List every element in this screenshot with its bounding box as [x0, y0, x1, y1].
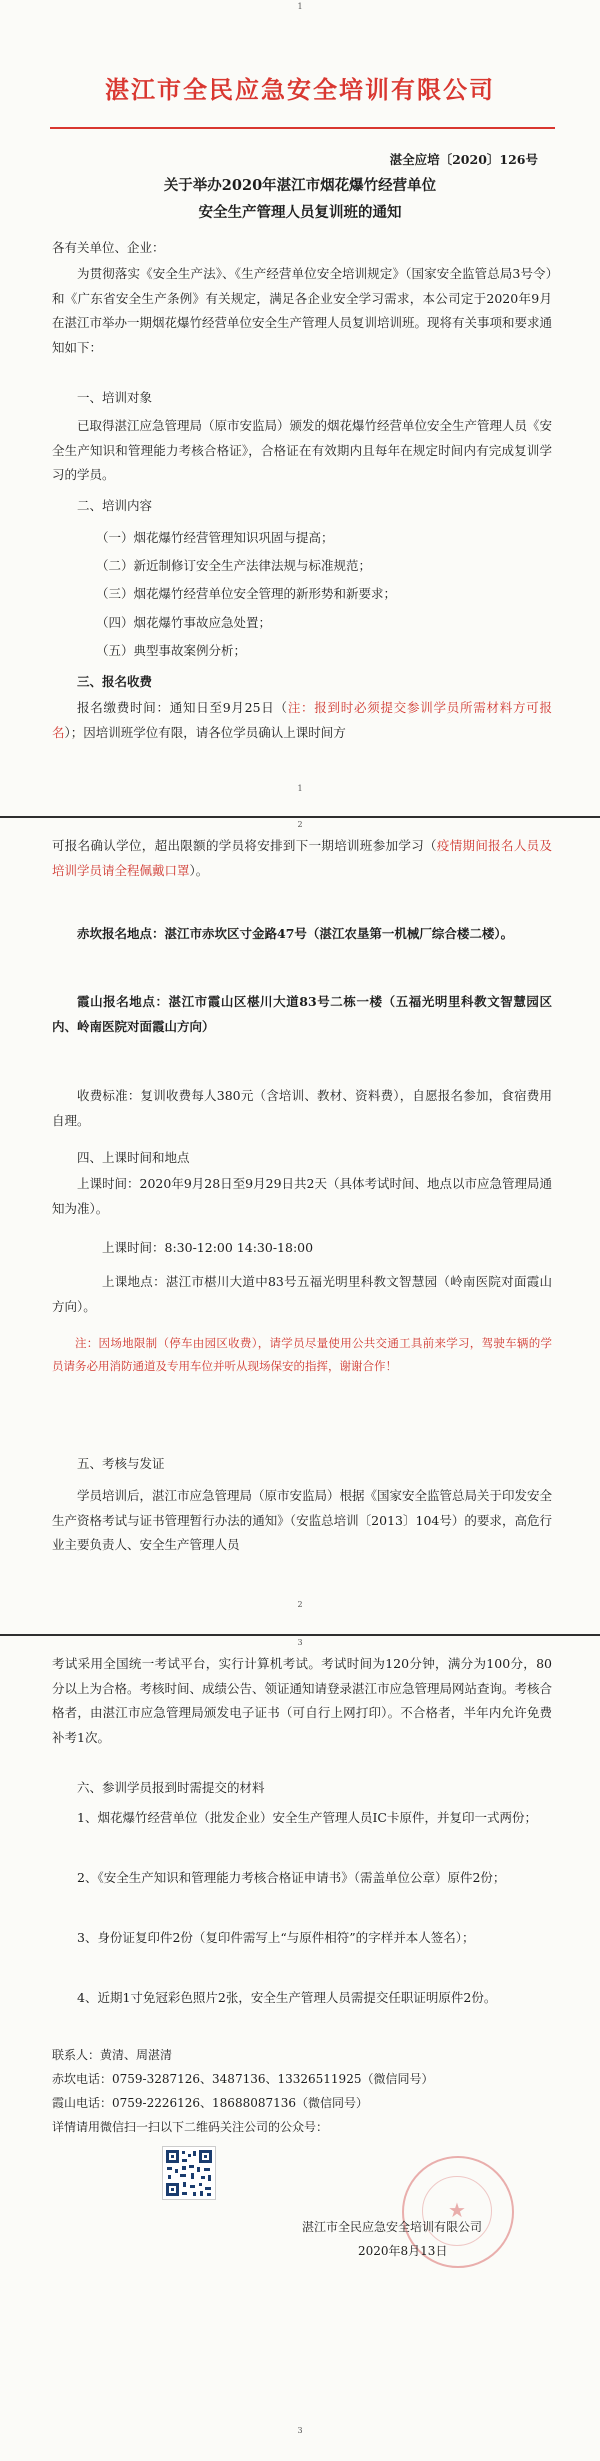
xiashan-registration-location [52, 990, 552, 1039]
fee-text-start: 报名缴费时间：通知日至9月25日（ [77, 700, 288, 715]
xiashan-label: 霞山报名地点： [77, 994, 169, 1009]
contact-persons: 联系人：黄清、周湛清 [52, 2048, 173, 2062]
chikan-registration-location [52, 922, 552, 947]
signature-company: 湛江市全民应急安全培训有限公司 [302, 2220, 483, 2234]
fee-text-red-note: 注：报到时必须提交参训学员所需材料方可报名 [52, 700, 552, 740]
continued-text-start: 可报名确认学位，超出限额的学员将安排到下一期培训班参加学习（ [52, 838, 437, 853]
title-line-2: 安全生产管理人员复训班的通知 [198, 204, 402, 221]
content-item-2: （二）新近制修订安全生产法律法规与标准规范； [96, 558, 372, 573]
page-number-bottom: 1 [297, 784, 303, 793]
signature-date: 2020年8月13日 [358, 2244, 448, 2258]
seal-star-icon: ★ [448, 2198, 466, 2222]
content-item-4: （四）烟花爆竹事故应急处置； [96, 615, 272, 630]
section-1-heading: 一、培训对象 [77, 390, 153, 405]
exam-paragraph: 考试采用全国统一考试平台，实行计算机考试。考试时间为120分钟，满分为100分，80分以上为合格。考核时间、成绩公告、领证通知请登录湛江市应急管理局网站查询。考核合格者，由湛江市应急管理局颁发电子证书（可自行上网打印）。不合格者，半年内允许免费补考1次。 [52, 1656, 553, 1745]
salutation: 各有关单位、企业： [52, 240, 165, 255]
section-3-heading: 三、报名收费 [77, 674, 153, 689]
section-5-heading: 五、考核与发证 [77, 1456, 165, 1471]
fee-standard: 收费标准：复训收费每人380元（含培训、教材、资料费），自愿报名参加，食宿费用自理。 [52, 1088, 552, 1128]
chikan-label: 赤坎报名地点： [77, 926, 165, 941]
mask-requirement-note: 疫情期间报名人员及培训学员请全程佩戴口罩 [52, 838, 552, 878]
qr-code-icon [163, 2147, 215, 2199]
continued-paragraph [52, 834, 552, 883]
section-1-text: 已取得湛江应急管理局（原市安监局）颁发的烟花爆竹经营单位安全生产管理人员《安全生产知识和管理能力考核合格证》，合格证在有效期内且每年在规定时间内有完成复训学习的学员。 [52, 418, 553, 482]
page-number-top: 2 [297, 820, 303, 829]
wechat-qr-code [162, 2146, 216, 2200]
material-item-1: 1、烟花爆竹经营单位（批发企业）安全生产管理人员IC卡原件，并复印一式两份； [77, 1810, 537, 1825]
section-2-heading: 二、培训内容 [77, 498, 153, 513]
parking-note: 注：因场地限制（停车由园区收费），请学员尽量使用公共交通工具前来学习，驾驶车辆的学员请务必用消防通道及专用车位并听从现场保安的指挥，谢谢合作！ [52, 1336, 552, 1373]
section-6-heading: 六、参训学员报到时需提交的材料 [77, 1780, 265, 1795]
class-hours: 上课时间：8:30-12:00 14:30-18:00 [102, 1240, 314, 1255]
chikan-phone: 赤坎电话：0759-3287126、3487136、13326511925（微信同号） [52, 2072, 434, 2086]
document-number: 湛全应培〔2020〕126号 [389, 152, 538, 167]
title-line-1: 关于举办2020年湛江市烟花爆竹经营单位 [163, 177, 437, 194]
certification-paragraph: 学员培训后，湛江市应急管理局（原市安监局）根据《国家安全监管总局关于印发安全生产资格考试与证书管理暂行办法的通知》（安监总培训〔2013〕104号）的要求，高危行业主要负责人、安全生产管理人员 [52, 1488, 553, 1552]
material-item-2: 2、《安全生产知识和管理能力考核合格证申请书》（需盖单位公章）原件2份； [77, 1870, 506, 1885]
xiashan-address: 湛江市霞山区椹川大道83号二栋一楼（五福光明里科教文智慧园区内、岭南医院对面霞山方向） [52, 994, 552, 1034]
page-number-bottom: 2 [297, 1600, 303, 1609]
intro-paragraph: 为贯彻落实《安全生产法》、《生产经营单位安全培训规定》（国家安全监管总局3号令）和《广东省安全生产条例》有关规定，满足各企业安全学习需求，本公司定于2020年9月在湛江市举办一期烟花爆竹经营单位安全生产管理人员复训培训班。现将有关事项和要求通知如下： [52, 266, 553, 355]
page-number-bottom: 3 [297, 2426, 303, 2435]
page-number-top: 1 [297, 2, 303, 11]
content-item-3: （三）烟花爆竹经营单位安全管理的新形势和新要求； [96, 586, 397, 601]
document-page-2 [0, 818, 600, 1634]
chikan-address: 湛江市赤坎区寸金路47号（湛江农垦第一机械厂综合楼二楼）。 [164, 926, 514, 941]
continued-text-end: ）。 [189, 862, 209, 878]
fee-paragraph [52, 696, 552, 745]
document-page-1 [0, 0, 600, 816]
material-item-4: 4、近期1寸免冠彩色照片2张，安全生产管理人员需提交任职证明原件2份。 [77, 1990, 497, 2005]
red-divider-line [50, 127, 555, 129]
document-page-3 [0, 1636, 600, 2461]
fee-text-end: ）；因培训班学位有限，请各位学员确认上课时间方 [64, 724, 346, 740]
xiashan-phone: 霞山电话：0759-2226126、18688087136（微信同号） [52, 2096, 369, 2110]
class-dates: 上课时间：2020年9月28日至9月29日共2天（具体考试时间、地点以市应急管理局通知为准）。 [52, 1176, 552, 1216]
material-item-3: 3、身份证复印件2份（复印件需写上“与原件相符”的字样并本人签名）； [77, 1930, 475, 1945]
wechat-note: 详情请用微信扫一扫以下二维码关注公司的公众号： [52, 2120, 329, 2134]
section-4-heading: 四、上课时间和地点 [77, 1150, 190, 1165]
class-location: 上课地点：湛江市椹川大道中83号五福光明里科教文智慧园（岭南医院对面霞山方向）。 [52, 1274, 552, 1314]
page-number-top: 3 [297, 1638, 303, 1647]
content-item-1: （一）烟花爆竹经营管理知识巩固与提高； [96, 530, 334, 545]
company-letterhead: 湛江市全民应急安全培训有限公司 [105, 76, 495, 104]
content-item-5: （五）典型事故案例分析； [96, 643, 247, 658]
